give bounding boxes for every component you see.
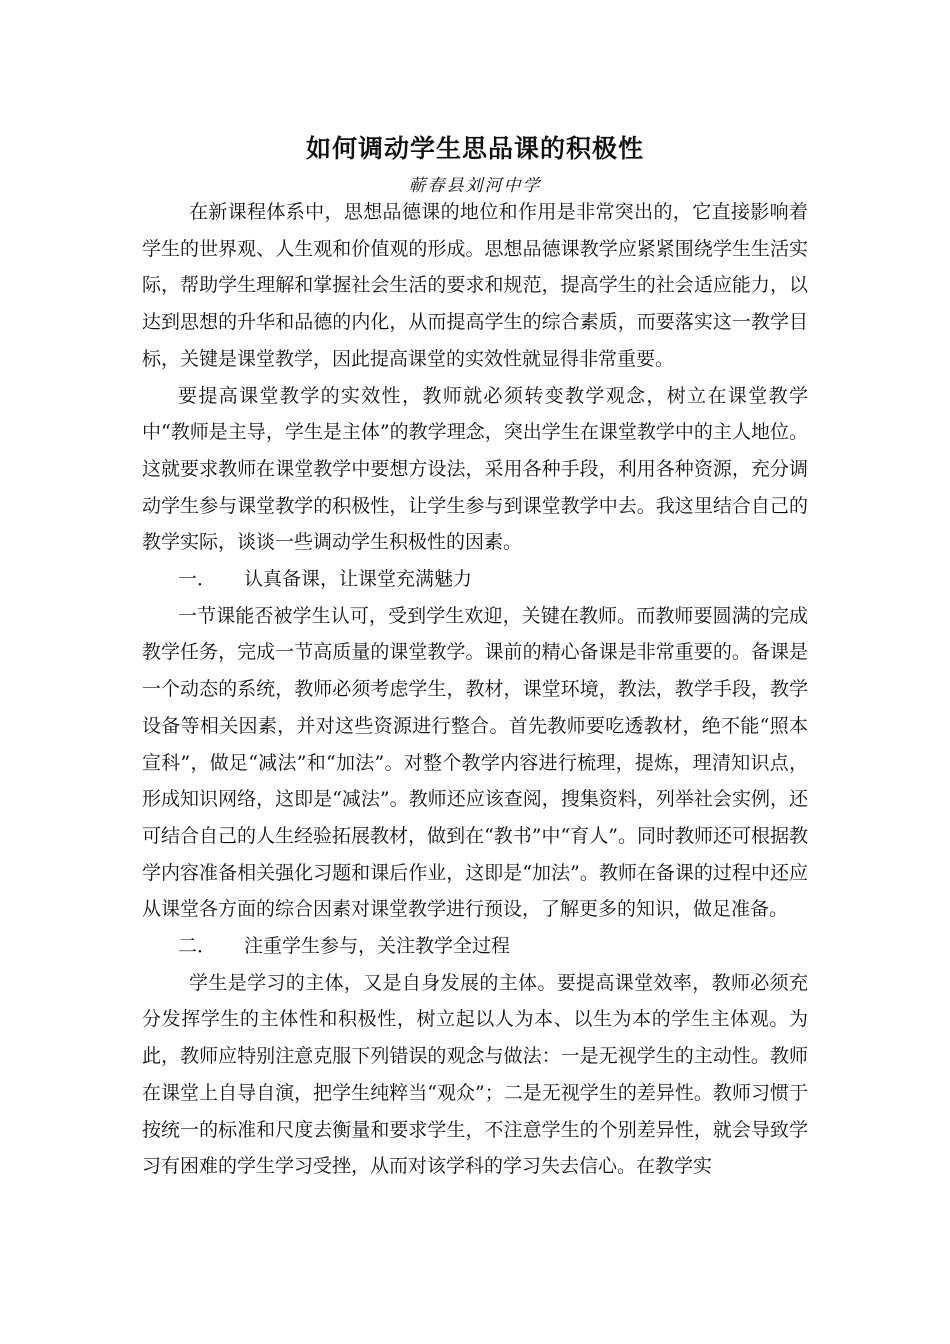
section-heading-2 bbox=[142, 928, 808, 965]
section-paragraph-2: 学生是学习的主体，又是自身发展的主体。要提高课堂效率，教师必须充分发挥学生的主体性和积极性，树立起以人为本、以生为本的学生主体观。为此，教师应特别注意克服下列错误的观念与做法：一是无视学生的主动性。教师在课堂上自导自演，把学生纯粹当“观众”；二是无视学生的差异性。教师习惯于按统一的标准和尺度去衡量和要求学生，不注意学生的个别差异性，就会导致学习有困难的学生学习受挫，从而对该学科的学习失去信心。在教学实 bbox=[142, 971, 808, 1178]
section-number: 二． bbox=[178, 935, 217, 958]
document-title: 如何调动学生思品课的积极性 bbox=[305, 134, 644, 163]
intro-paragraph-1: 在新课程体系中，思想品德课的地位和作用是非常突出的，它直接影响着学生的世界观、人生观和价值观的形成。思想品德课教学应紧紧围绕学生生活实际，帮助学生理解和掌握社会生活的要求和规范，提高学生的社会适应能力，以达到思想的升华和品德的内化，从而提高学生的综合素质，而要落实这一教学目标，关键是课堂教学，因此提高课堂的实效性就显得非常重要。 bbox=[142, 201, 808, 370]
section-title: 注重学生参与，关注教学全过程 bbox=[244, 935, 511, 958]
section-heading-1 bbox=[142, 561, 808, 598]
section-number: 一． bbox=[178, 568, 217, 591]
document-body bbox=[142, 194, 808, 1185]
section-title: 认真备课，让课堂充满魅力 bbox=[244, 568, 473, 591]
intro-paragraph-2: 要提高课堂教学的实效性，教师就必须转变教学观念，树立在课堂教学中“教师是主导，学生是主体”的教学理念，突出学生在课堂教学中的主人地位。这就要求教师在课堂教学中要想方设法，采用各种手段，利用各种资源，充分调动学生参与课堂教学的积极性，让学生参与到课堂教学中去。我这里结合自己的教学实际，谈谈一些调动学生积极性的因素。 bbox=[142, 384, 808, 554]
section-paragraph-1: 一节课能否被学生认可，受到学生欢迎，关键在教师。而教师要圆满的完成教学任务，完成一节高质量的课堂教学。课前的精心备课是非常重要的。备课是一个动态的系统，教师必须考虑学生，教材，课堂环境，教法，教学手段，教学设备等相关因素，并对这些资源进行整合。首先教师要吃透教材，绝不能“照本宣科”，做足“减法”和“加法”。对整个教学内容进行梳理，提炼，理清知识点，形成知识网络，这即是“减法”。教师还应该查阅，搜集资料，列举社会实例，还可结合自己的人生经验拓展教材，做到在“教书”中“育人”。同时教师还可根据教学内容准备相关强化习题和课后作业，这即是“加法”。教师在备课的过程中还应从课堂各方面的综合因素对课堂教学进行预设，了解更多的知识，做足准备。 bbox=[142, 604, 808, 921]
author-school: 蕲春县刘河中学 bbox=[408, 176, 542, 196]
